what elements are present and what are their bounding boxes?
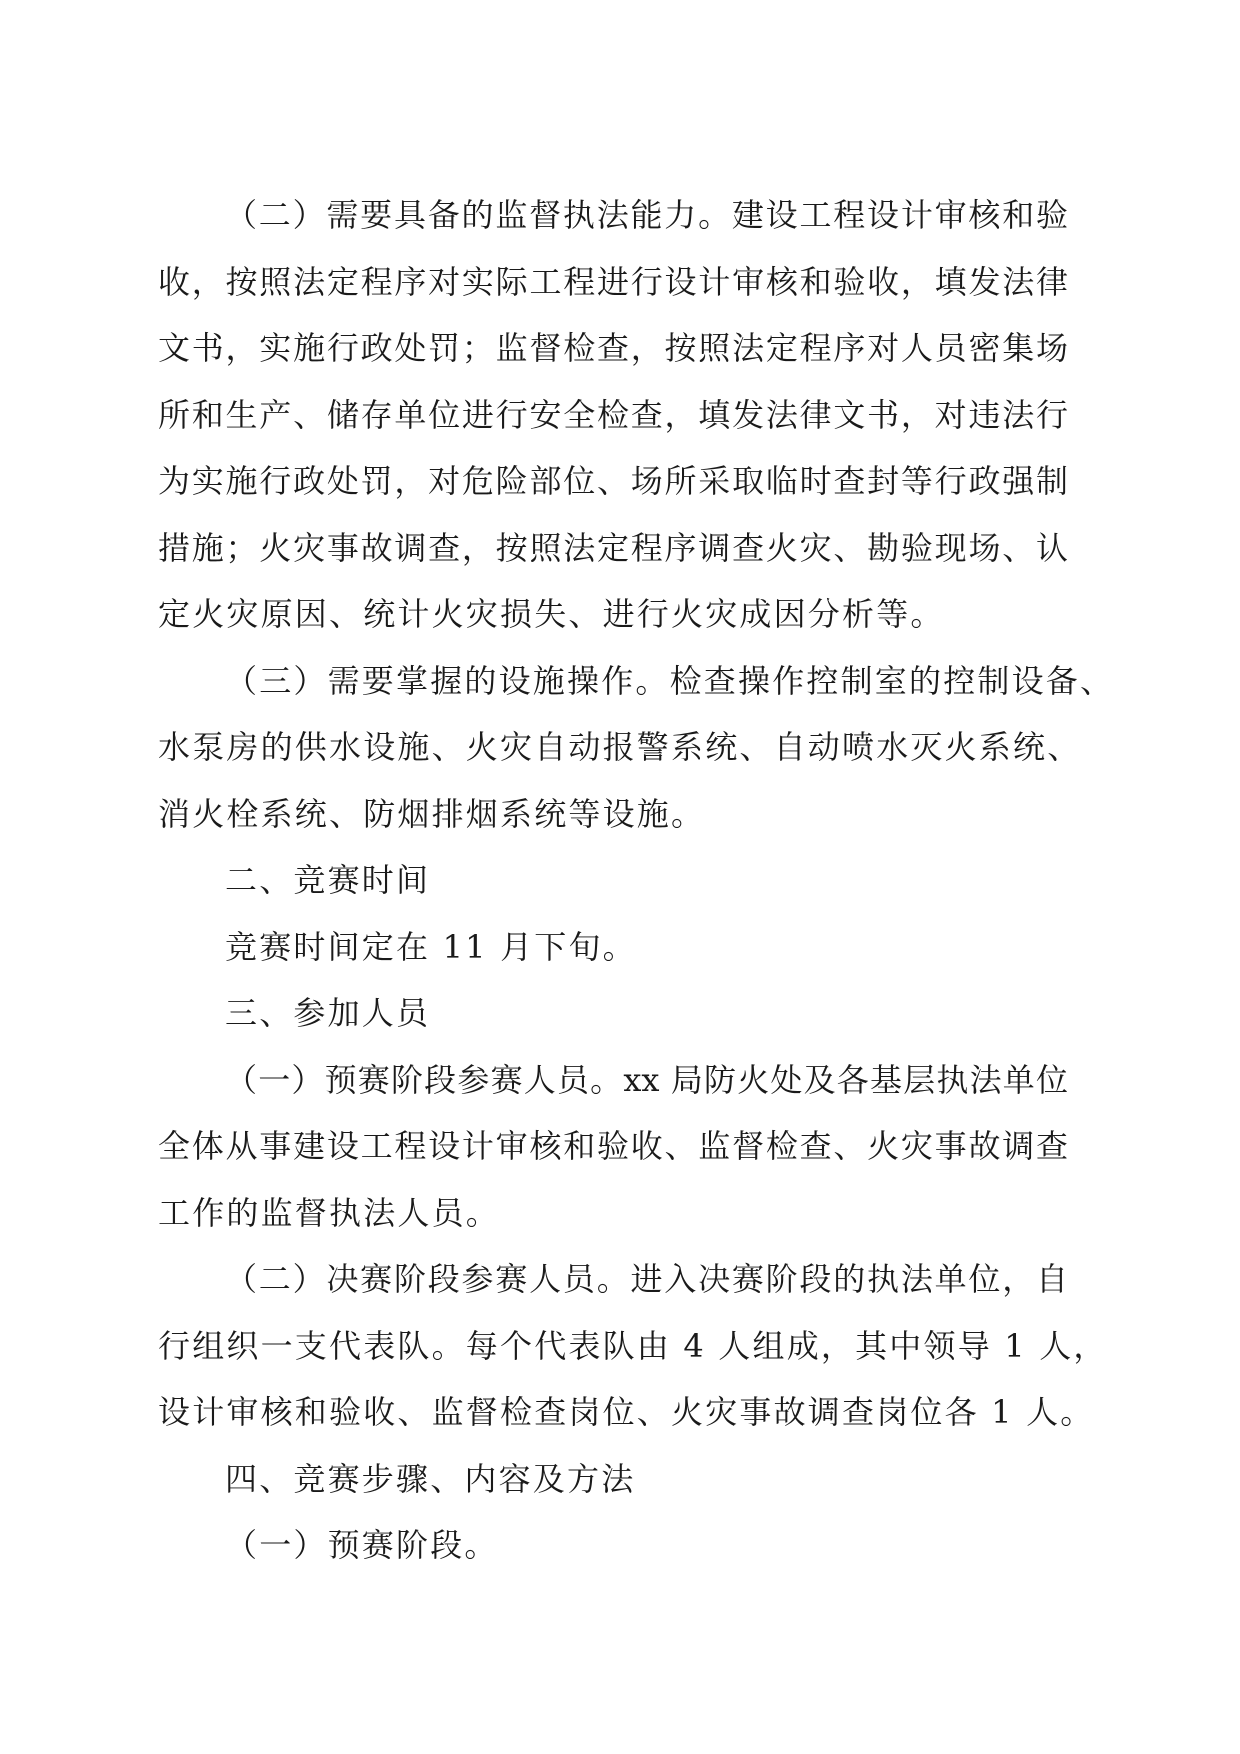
paragraph-line: 工作的监督执法人员。 (158, 1193, 501, 1232)
section-heading: 四、竞赛步骤、内容及方法 (225, 1459, 636, 1498)
section-heading: 二、竞赛时间 (225, 861, 431, 899)
paragraph-line: 设计审核和验收、监督检查岗位、火灾事故调查岗位各 1 人。 (158, 1393, 1095, 1431)
paragraph-line: 文书，实施行政处罚；监督检查，按照法定程序对人员密集场 (158, 329, 1068, 367)
paragraph-line: 行组织一支代表队。每个代表队由 4 人组成，其中领导 1 人， (158, 1326, 1108, 1365)
paragraph-line: 全体从事建设工程设计审核和验收、监督检查、火灾事故调查 (158, 1127, 1068, 1165)
subsection-heading: （一）预赛阶段。 (225, 1526, 499, 1564)
document-body (158, 182, 1115, 1579)
paragraph-line: 竞赛时间定在 11 月下旬。 (225, 927, 637, 966)
paragraph-line: 所和生产、储存单位进行安全检查，填发法律文书，对违法行 (158, 395, 1068, 434)
paragraph-line: （二）决赛阶段参赛人员。进入决赛阶段的执法单位，自 (225, 1260, 1068, 1298)
paragraph-line: （一）预赛阶段参赛人员。xx 局防火处及各基层执法单位 (225, 1060, 1068, 1099)
section-heading: 三、参加人员 (225, 994, 431, 1032)
paragraph-line: 措施；火灾事故调查，按照法定程序调查火灾、勘验现场、认 (158, 528, 1068, 567)
paragraph-line: 收，按照法定程序对实际工程进行设计审核和验收，填发法律 (158, 262, 1068, 301)
paragraph-line: 定火灾原因、统计火灾损失、进行火灾成因分析等。 (158, 595, 945, 633)
paragraph-line: （二）需要具备的监督执法能力。建设工程设计审核和验 (225, 196, 1068, 234)
paragraph-line: 水泵房的供水设施、火灾自动报警系统、自动喷水灭火系统、 (158, 728, 1082, 766)
paragraph-line: 消火栓系统、防烟排烟系统等设施。 (158, 794, 706, 833)
paragraph-line: （三）需要掌握的设施操作。检查操作控制室的控制设备、 (225, 661, 1115, 700)
paragraph-line: 为实施行政处罚，对危险部位、场所采取临时查封等行政强制 (158, 462, 1068, 500)
